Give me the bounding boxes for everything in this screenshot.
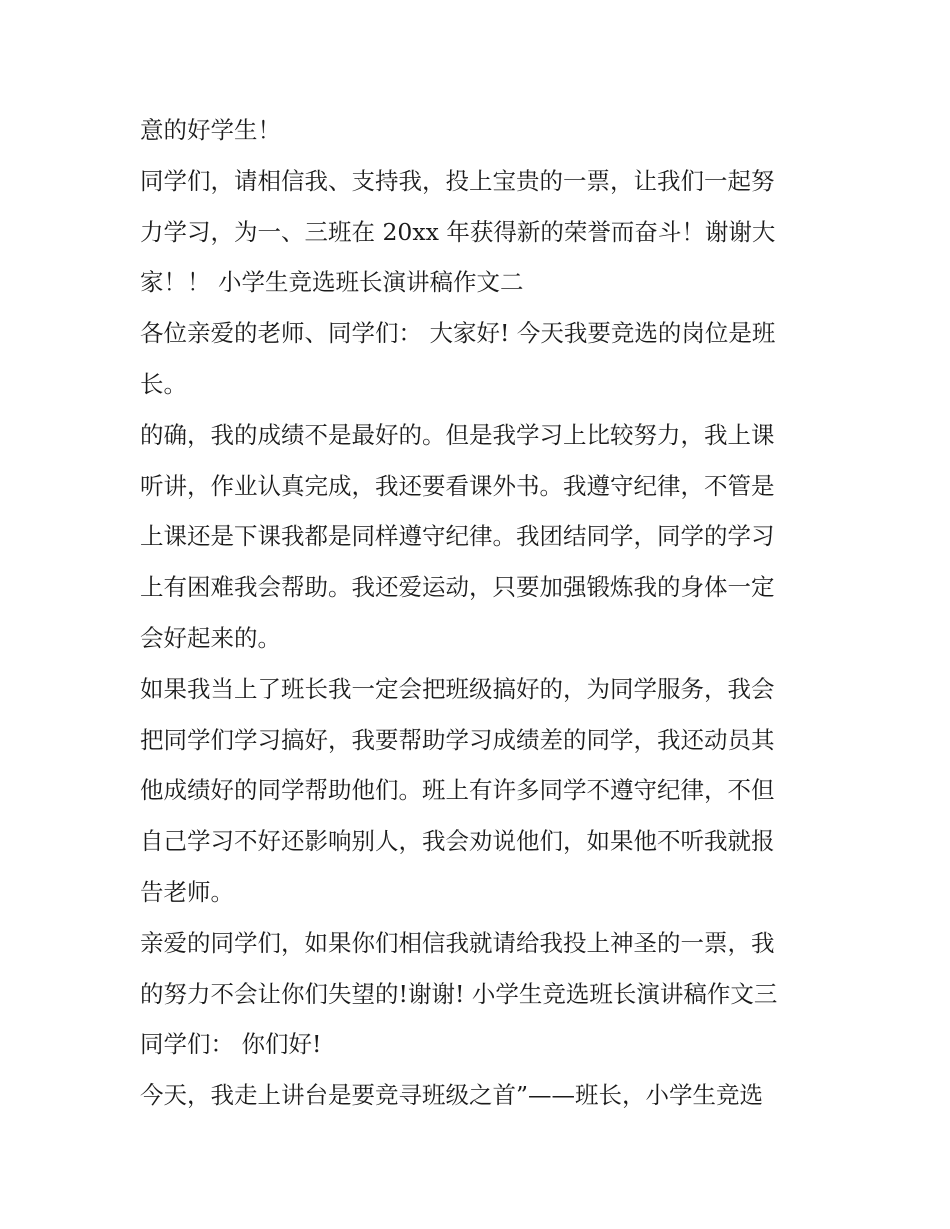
text-line: 各位亲爱的老师、同学们： 大家好! 今天我要竞选的岗位是班 [140, 319, 776, 348]
text-line: 听讲，作业认真完成，我还要看课外书。我遵守纪律，不管是 [140, 471, 775, 500]
text-line: 上有困难我会帮助。我还爱运动，只要加强锻炼我的身体一定 [140, 573, 775, 602]
text-line: 意的好学生！ [140, 116, 281, 144]
text-line: 如果我当上了班长我一定会把班级搞好的，为同学服务，我会 [140, 674, 775, 703]
text-line: 的确，我的成绩不是最好的。但是我学习上比较努力，我上课 [140, 420, 775, 449]
document-body [140, 105, 830, 1121]
text-line: 力学习，为一、三班在 20xx 年获得新的荣誉而奋斗！谢谢大 [140, 217, 776, 246]
text-line: 长。 [140, 369, 187, 398]
text-line: 家！！ 小学生竞选班长演讲稿作文二 [140, 268, 524, 297]
text-line: 同学们： 你们好! [140, 1030, 322, 1059]
text-line: 把同学们学习搞好，我要帮助学习成绩差的同学，我还动员其 [140, 725, 775, 754]
text-line: 会好起来的。 [140, 623, 281, 652]
text-line: 同学们，请相信我、支持我，投上宝贵的一票，让我们一起努 [140, 166, 775, 195]
text-line: 自己学习不好还影响别人，我会劝说他们，如果他不听我就报 [140, 827, 775, 856]
text-line: 他成绩好的同学帮助他们。班上有许多同学不遵守纪律，不但 [140, 776, 775, 805]
text-line: 亲爱的同学们，如果你们相信我就请给我投上神圣的一票，我 [140, 928, 775, 957]
text-line: 今天，我走上讲台是要竞寻班级之首”——班长，小学生竞选 [140, 1081, 764, 1110]
text-line: 的努力不会让你们失望的!谢谢! 小学生竞选班长演讲稿作文三 [140, 979, 778, 1008]
text-line: 告老师。 [140, 877, 234, 906]
text-line: 上课还是下课我都是同样遵守纪律。我团结同学，同学的学习 [140, 522, 775, 551]
